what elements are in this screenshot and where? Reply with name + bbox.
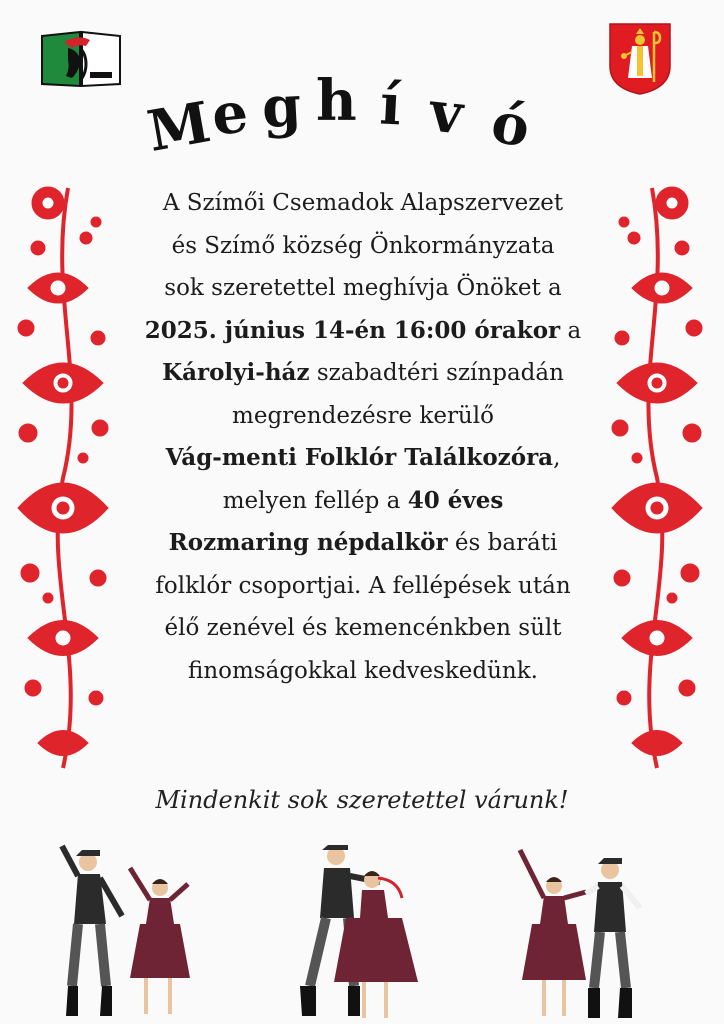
title-letter: M: [142, 89, 216, 165]
body-fragment: a: [560, 317, 582, 344]
title-letter: ó: [486, 89, 535, 161]
body-line: folklór csoportjai. A fellépések után: [155, 572, 571, 599]
body-fragment: melyen fellép a: [222, 487, 408, 514]
folk-dancing-couple-icon: [48, 836, 208, 1024]
title-letter: í: [378, 71, 403, 139]
body-line: [128, 522, 598, 565]
body-line: élő zenével és kemencénkben sült: [164, 615, 562, 641]
event-date-time: 2025. június 14-én 16:00 órakor: [144, 316, 561, 344]
closing-line: Mindenkit sok szeretettel várunk!: [155, 786, 569, 814]
body-line: megrendezésre kerülő: [232, 402, 494, 429]
body-line: A Szímői Csemadok Alapszervezet: [162, 190, 564, 216]
page-title: [0, 66, 724, 166]
event-name: Vág-menti Folklór Találkozóra: [165, 444, 554, 471]
body-line: és Szímő község Önkormányzata: [171, 232, 555, 259]
folk-dancing-couple-icon: [290, 836, 440, 1024]
body-line: sok szeretettel meghívja Önöket a: [164, 275, 562, 301]
body-line: [128, 352, 598, 395]
body-line: finomságokkal kedveskedünk.: [188, 657, 538, 684]
folk-flower-ornament-right-icon: [602, 178, 712, 778]
body-fragment: ,: [553, 445, 561, 471]
title-letter: g: [260, 73, 303, 141]
anniversary: 40 éves: [407, 486, 504, 514]
body-line: [128, 310, 598, 353]
body-line: [128, 480, 598, 523]
body-fragment: szabadtéri színpadán: [309, 360, 564, 386]
body-fragment: és baráti: [447, 530, 558, 556]
title-letter: h: [316, 68, 357, 134]
folk-dancing-couple-icon: [506, 836, 666, 1024]
title-letter: e: [208, 79, 251, 149]
body-line: [128, 437, 598, 480]
venue-name: Károlyi-ház: [162, 359, 310, 386]
invitation-body: [128, 182, 598, 692]
folk-flower-ornament-left-icon: [8, 178, 118, 778]
group-name: Rozmaring népdalkör: [168, 529, 448, 556]
title-letter: v: [426, 78, 466, 148]
